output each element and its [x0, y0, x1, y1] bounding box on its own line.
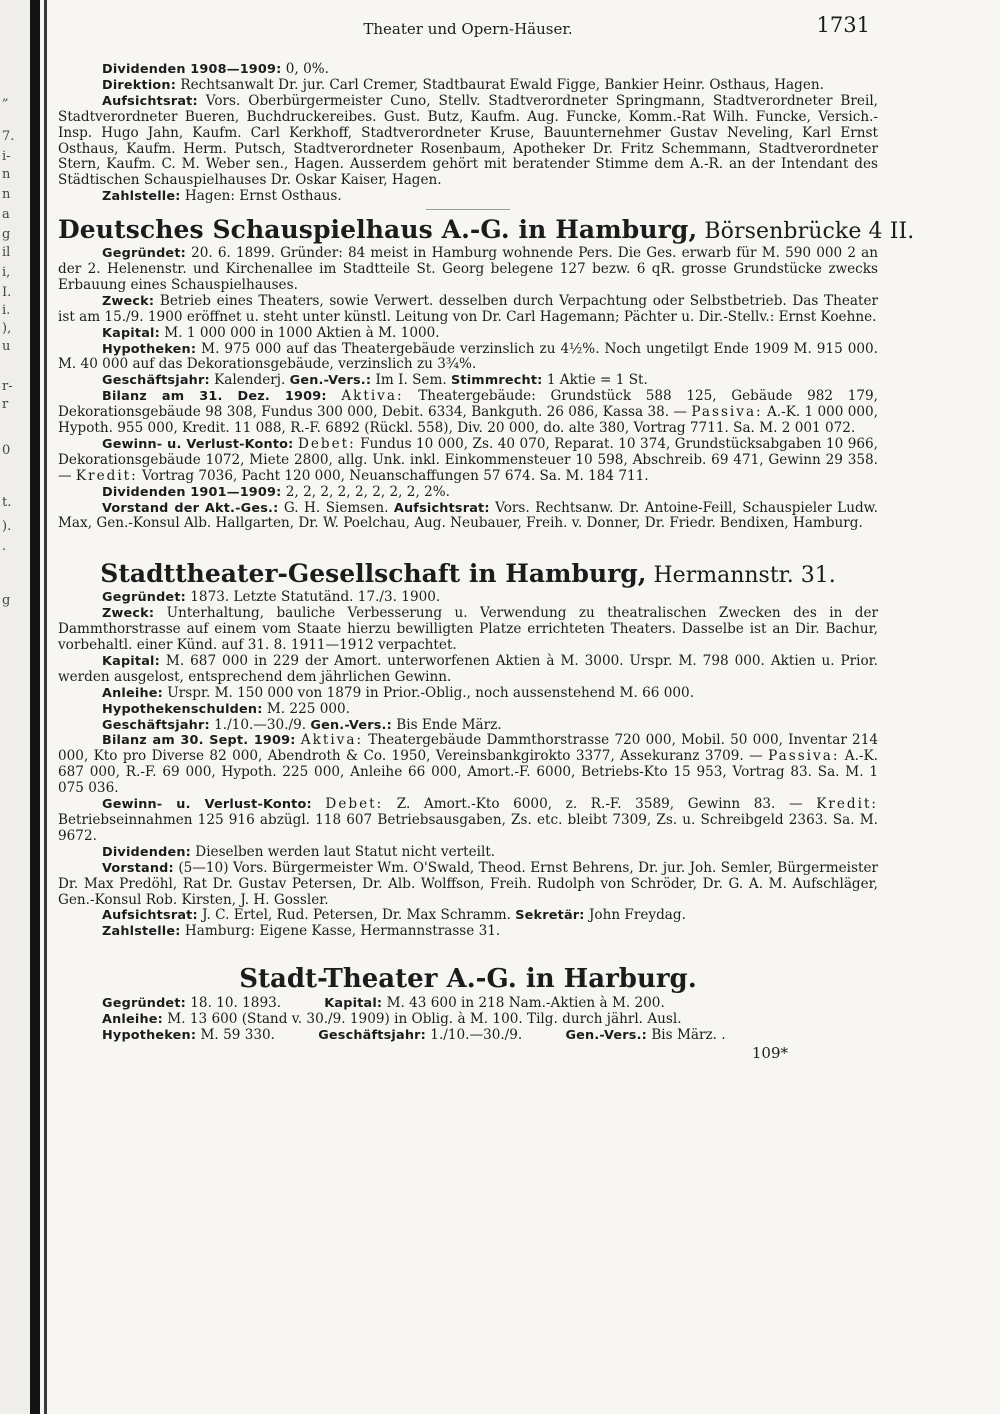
field-label: Stimmrecht: [450, 373, 543, 389]
entry-deutsches-schauspielhaus [58, 215, 915, 532]
field-label: Gen.-Vers.: [289, 373, 372, 389]
paragraph: Zahlstelle: Hagen: Ernst Osthaus. [102, 188, 342, 205]
page-spine-edge [44, 0, 47, 1414]
field-label: Zahlstelle: [102, 189, 181, 205]
field-label: Hypotheken: [102, 341, 197, 357]
field-label: Gewinn- u. Verlust-Konto: [102, 797, 312, 813]
field-label: Dividenden: [102, 844, 191, 860]
entry-heading: Stadttheater-Gesellschaft in Hamburg, Hermannstr. 31. [100, 559, 836, 589]
field-label: Sekretär: [515, 908, 585, 924]
printer-signature: 109* [751, 1043, 788, 1062]
field-label: Zweck: [102, 293, 155, 309]
paragraph: Geschäftsjahr: 1./10.—30./9. Gen.-Vers.: Bis Ende März. [102, 716, 502, 733]
field-label: Aufsichtsrat: [102, 908, 198, 924]
entry-heading: Stadt-Theater A.-G. in Harburg. [239, 964, 697, 995]
paragraph: Vorstand: (5—10) Vors. Bürgermeister Wm. O'Swald, Theod. Ernst Behrens, Dr. jur. Joh. Semler, Bürgermeister Dr. Max Predöhl, Rat Dr. Gustav Petersen, Dr. Alb. Wolffson, Freih. Rudolph von Schröder, Dr. G. A. M. Aufschläger, Gen.-Konsul Rob. Kirsten, J. H. Gossler. [58, 859, 878, 908]
field-label: Gegründet: [102, 246, 186, 262]
paragraph: Gegründet: 18. 10. 1893. Kapital: M. 43 600 in 218 Nam.-Aktien à M. 200. [102, 995, 665, 1012]
paragraph: Gegründet: 20. 6. 1899. Gründer: 84 meist in Hamburg wohnende Pers. Die Ges. erwarb für M. 590 000 2 an der 2. Helenenstr. und Kirchenallee im Stadtteile St. Georg belegene 127 bezw. 6 qR. grosse Grundstücke zwecks Erbauung eines Schauspielhauses. [58, 245, 878, 293]
gutter-mark: ), [2, 321, 12, 336]
paragraph: Hypotheken: M. 975 000 auf das Theatergebäude verzinslich zu 4½%. Noch ungetilgt Ende 1909 M. 915 000. M. 40 000 auf das Dekorationsgebäude, verzinslich zu 3¾%. [58, 340, 878, 373]
paragraph: Zahlstelle: Hamburg: Eigene Kasse, Hermannstrasse 31. [102, 923, 501, 940]
paragraph: Bilanz am 31. Dez. 1909: Aktiva: Theatergebäude: Grundstück 588 125, Gebäude 982 179, Dekorationsgebäude 98 308, Fundus 300 000, Debit. 6334, Bankguth. 26 086, Kassa 38. — Passiva: A.-K. 1 000 000, Hypoth. 955 000, Kredit. 11 088, R.-F. 6892 (Rückl. 558), Div. 20 000, do. alte 380, Vortrag 7711. Sa. M. 2 001 072. [58, 388, 879, 437]
field-label: Zahlstelle: [102, 924, 181, 940]
gutter-mark: t. [2, 495, 12, 510]
gutter-mark: r [2, 397, 9, 412]
paragraph: Zweck: Unterhaltung, bauliche Verbesserung u. Verwendung zu theatralischen Zwecken des in der Dammthorstrasse auf einem vom Staate hierzu bewilligten Platze errichteten Theaters. Dasselbe ist an Dir. Bachur, vorbehaltl. einer Künd. auf 31. 8. 1911—1912 verpachtet. [58, 605, 878, 653]
paragraph: Aufsichtsrat: Vors. Oberbürgermeister Cuno, Stellv. Stadtverordneter Springmann, Stadtverordneter Breil, Stadtverordneter Bueren, Buchdruckereibes. Gust. Butz, Kaufm. Aug. Funcke, Komm.-Rat Wilh. Funcke, Versich.-Insp. Hugo Jahn, Kaufm. Carl Kerkhoff, Stadtverordneter Kruse, Bauunternehmer Gustav Neveling, Karl Ernst Osthaus, Kaufm. Herm. Putsch, Stadtverordneter Rosenbaum, Apotheker Dr. Fritz Schemmann, Stadtverordneter Stern, Kaufm. C. M. Weber sen., Hagen. Ausserdem gehört mit beratender Stimme dem A.-R. an der Intendant des Städtischen Schauspielhauses Dr. Oskar Kaiser, Hagen. [58, 92, 878, 189]
paragraph: Geschäftsjahr: Kalenderj. Gen.-Vers.: Im I. Sem. Stimmrecht: 1 Aktie = 1 St. [102, 372, 648, 389]
left-margin-fragments [0, 0, 30, 1414]
field-label: Anleihe: [102, 685, 163, 701]
field-label: Anleihe: [102, 1012, 163, 1028]
gutter-mark: i- [2, 149, 11, 164]
page-spine-shadow [30, 0, 40, 1414]
paragraph: Direktion: Rechtsanwalt Dr. jur. Carl Cremer, Stadtbaurat Ewald Figge, Bankier Heinr. Osthaus, Hagen. [102, 76, 824, 93]
field-label: Gen.-Vers.: [565, 1027, 647, 1043]
paragraph: Gegründet: 1873. Letzte Statutänd. 17./3. 1900. [102, 589, 441, 606]
entry-hagen-continuation [58, 62, 878, 210]
field-label: Vorstand: [102, 860, 174, 876]
gutter-mark: ). [2, 519, 12, 534]
paragraph: Hypothekenschulden: M. 225 000. [102, 700, 350, 717]
gutter-mark: n [2, 187, 11, 202]
gutter-mark: I. [2, 285, 12, 300]
field-label: Kapital: [102, 325, 160, 341]
paragraph: Zweck: Betrieb eines Theaters, sowie Verwert. desselben durch Verpachtung oder Selbstbetrieb. Das Theater ist am 15./9. 1900 eröffnet u. steht unter künstl. Leitung von Dr. Carl Hagemann; Pächter u. Dir.-Stellv.: Ernst Koehne. [58, 292, 878, 325]
field-label: Bilanz am 30. Sept. 1909: [102, 733, 296, 749]
gutter-mark: i, [2, 265, 11, 280]
paragraph: Gewinn- u. Verlust-Konto: Debet: Fundus 10 000, Zs. 40 070, Reparat. 10 374, Grundstücksabgaben 10 966, Dekorationsgebäude 1072, Miete 2800, allg. Unk. inkl. Einkommensteuer 10 598, Abschreib. 69 471, Gewinn 29 358. — Kredit: Vortrag 7036, Pacht 120 000, Neuanschaffungen 57 674. Sa. M. 184 711. [58, 435, 878, 484]
field-label: Vorstand der Akt.-Ges.: [102, 500, 279, 516]
gutter-mark: a [2, 207, 10, 222]
field-label: Gegründet: [102, 996, 186, 1012]
field-label: Aufsichtsrat: [393, 500, 490, 516]
paragraph: Anleihe: M. 13 600 (Stand v. 30./9. 1909) in Oblig. à M. 100. Tilg. durch jährl. Ausl. [102, 1011, 682, 1028]
paragraph: Anleihe: Urspr. M. 150 000 von 1879 in Prior.-Oblig., noch aussenstehend M. 66 000. [102, 684, 695, 701]
paragraph: Dividenden 1908—1909: 0, 0%. [102, 61, 329, 77]
gutter-mark: . [2, 539, 7, 554]
field-label: Dividenden 1908—1909: [102, 62, 282, 77]
paragraph: Bilanz am 30. Sept. 1909: Aktiva: Theatergebäude Dammthorstrasse 720 000, Mobil. 50 000, Inventar 214 000, Kto pro Diverse 82 000, Abendroth & Co. 1950, Vereinsbankgirokto 3377, Assekuranz 3709. — Passiva: A.-K. 687 000, R.-F. 69 000, Hypoth. 225 000, Anleihe 66 000, Amort.-F. 6000, Betriebs-Kto 15 953, Vortrag 83. Sa. M. 1 075 036. [58, 732, 879, 797]
field-label: Kapital: [102, 653, 160, 669]
entry-stadt-theater-harburg [58, 964, 878, 1062]
field-label: Gewinn- u. Verlust-Konto: [102, 436, 294, 452]
paragraph: Vorstand der Akt.-Ges.: G. H. Siemsen. Aufsichtsrat: Vors. Rechtsanw. Dr. Antoine-Feill, Schauspieler Ludw. Max, Gen.-Konsul Alb. Hallgarten, Dr. W. Poelchau, Aug. Neubauer, Freih. v. Donner, Dr. Friedr. Bendixen, Hamburg. [58, 499, 878, 532]
gutter-mark: il [2, 245, 11, 260]
gutter-mark: 0 [2, 443, 11, 458]
field-label: Geschäftsjahr: [102, 373, 210, 389]
section-divider [426, 209, 510, 210]
paragraph: Dividenden: Dieselben werden laut Statut nicht verteilt. [102, 843, 496, 860]
gutter-mark: n [2, 167, 11, 182]
paragraph: Kapital: M. 687 000 in 229 der Amort. unterworfenen Aktien à M. 3000. Urspr. M. 798 000. Aktien u. Prior. werden ausgelost, entsprechend dem jährlichen Gewinn. [58, 652, 878, 685]
page-number: 1731 [816, 13, 870, 37]
page-content [58, 13, 915, 1062]
gutter-mark: g [2, 593, 11, 608]
gutter-mark: u [2, 339, 11, 354]
running-header-title: Theater und Opern-Häuser. [363, 20, 573, 38]
entry-stadttheater-gesellschaft [58, 559, 879, 940]
field-label: Direktion: [102, 77, 177, 93]
gutter-mark: i. [2, 303, 11, 318]
paragraph: Kapital: M. 1 000 000 in 1000 Aktien à M. 1000. [102, 324, 440, 341]
paragraph: Aufsichtsrat: J. C. Ertel, Rud. Petersen, Dr. Max Schramm. Sekretär: John Freydag. [102, 907, 686, 924]
gutter-mark: 7. [2, 129, 15, 144]
field-label: Aufsichtsrat: [102, 93, 198, 109]
gutter-mark: r- [2, 379, 13, 394]
gutter-mark: g [2, 227, 11, 242]
field-label: Hypothekenschulden: [102, 701, 263, 717]
field-label: Hypotheken: [102, 1027, 197, 1043]
running-header [58, 13, 878, 48]
field-label: Kapital: [324, 996, 383, 1012]
paragraph: Gewinn- u. Verlust-Konto: Debet: Z. Amort.-Kto 6000, z. R.-F. 3589, Gewinn 83. — Kredit: Betriebseinnahmen 125 916 abzügl. 118 607 Betriebsausgaben, Zs. etc. bleibt 7309, Zs. u. Schreibgeld 2363. Sa. M. 9672. [58, 796, 879, 844]
field-label: Geschäftsjahr: [318, 1027, 426, 1043]
paragraph: Hypotheken: M. 59 330. Geschäftsjahr: 1./10.—30./9. Gen.-Vers.: Bis März. . [102, 1026, 726, 1043]
field-label: Dividenden 1901—1909: [102, 484, 282, 500]
field-label: Zweck: [102, 606, 155, 622]
field-label: Geschäftsjahr: [102, 717, 210, 733]
paragraph: Dividenden 1901—1909: 2, 2, 2, 2, 2, 2, 2, 2, 2%. [102, 483, 450, 500]
gutter-mark: „ [2, 89, 9, 104]
field-label: Gen.-Vers.: [310, 717, 392, 733]
field-label: Gegründet: [102, 590, 186, 606]
entry-heading: Deutsches Schauspielhaus A.-G. in Hamburg, Börsenbrücke 4 II. [58, 215, 915, 245]
field-label: Bilanz am 31. Dez. 1909: [102, 389, 327, 405]
